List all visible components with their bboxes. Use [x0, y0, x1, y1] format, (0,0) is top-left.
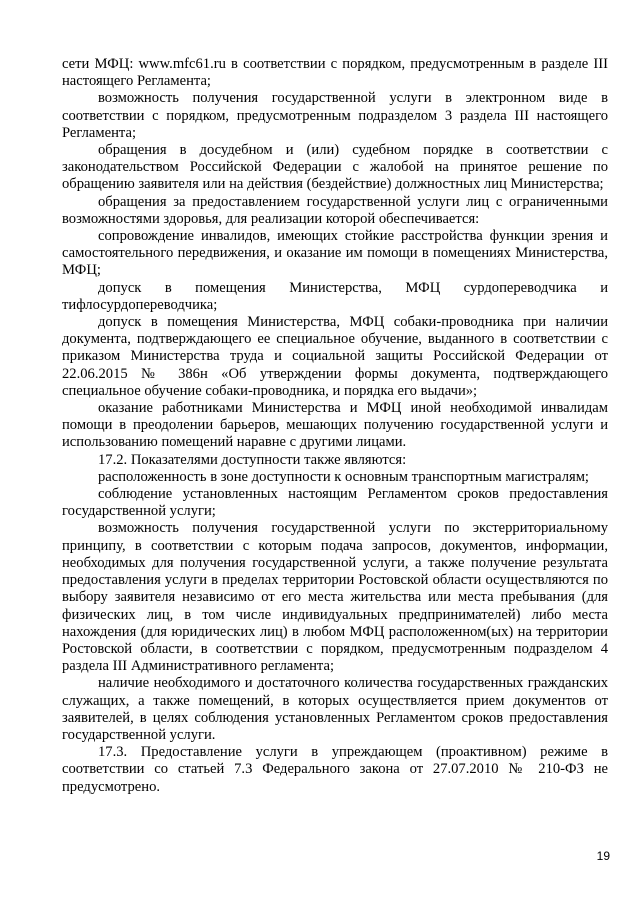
- paragraph-electronic-service: возможность получения государственной услуги в электронном виде в соответствии с порядком, предусмотренным подразделом 3 раздела III настоящего Регламента;: [62, 90, 608, 141]
- paragraph-section-17-3: 17.3. Предоставление услуги в упреждающем (проактивном) режиме в соответствии со статьей 7.3 Федерального закона от 27.07.2010 № 210-ФЗ не предусмотрено.: [62, 744, 608, 795]
- paragraph-section-17-2: 17.2. Показателями доступности также являются:: [98, 451, 407, 468]
- paragraph-appeal: обращения в досудебном и (или) судебном порядке в соответствии с законодательством Российской Федерации с жалобой на принятое решение по обращению заявителя или на действия (бездействие) должностных лиц Министерства;: [62, 142, 608, 193]
- document-page: [62, 56, 608, 796]
- paragraph-sign-interpreter: допуск в помещения Министерства, МФЦ сурдопереводчика и тифлосурдопереводчика;: [62, 279, 608, 313]
- paragraph-assistance: оказание работниками Министерства и МФЦ иной необходимой инвалидам помощи в преодолении барьеров, мешающих получению государственной услуги и использованию помещений наравне с другими лицами.: [62, 400, 608, 451]
- paragraph-transport: расположенность в зоне доступности к основным транспортным магистралям;: [98, 468, 589, 485]
- paragraph-staff: наличие необходимого и достаточного количества государственных гражданских служащих, а также помещений, в которых осуществляется прием документов от заявителей, в целях соблюдения установленных Регламентом сроков предоставления государственной услуги.: [62, 675, 608, 743]
- paragraph-guide-dog: допуск в помещения Министерства, МФЦ собаки-проводника при наличии документа, подтверждающего ее специальное обучение, выданного в соответствии с приказом Министерства труда и социальной защиты Российской Федерации от 22.06.2015 № 386н «Об утверждении формы документа, подтверждающего специальное обучение собаки-проводника, и порядка его выдачи»;: [62, 314, 608, 399]
- paragraph-extraterritorial: возможность получения государственной услуги по экстерриториальному принципу, в соответствии с которым подача запросов, документов, информации, необходимых для получения государственной услуги, а также получение результата предоставления услуги в пределах территории Ростовской области осуществляются по выбору заявителя независимо от его места жительства или места пребывания (для физических лиц, в том числе индивидуальных предпринимателей) либо места нахождения (для юридических лиц) в любом МФЦ расположенном(ых) на территории Ростовской области, в соответствии с порядком, предусмотренным подразделом 4 раздела III Административного регламента;: [62, 520, 608, 675]
- paragraph-disabled-access: обращения за предоставлением государственной услуги лиц с ограниченными возможностями здоровья, для реализации которой обеспечивается:: [62, 193, 608, 227]
- paragraph-escort: сопровождение инвалидов, имеющих стойкие расстройства функции зрения и самостоятельного передвижения, и оказание им помощи в помещениях Министерства, МФЦ;: [62, 228, 608, 279]
- paragraph-mfc-site: сети МФЦ: www.mfc61.ru в соответствии с порядком, предусмотренным в разделе III настоящего Регламента;: [62, 56, 608, 90]
- page-number: 19: [596, 849, 610, 863]
- paragraph-deadlines: соблюдение установленных настоящим Регламентом сроков предоставления государственной услуги;: [62, 486, 608, 520]
